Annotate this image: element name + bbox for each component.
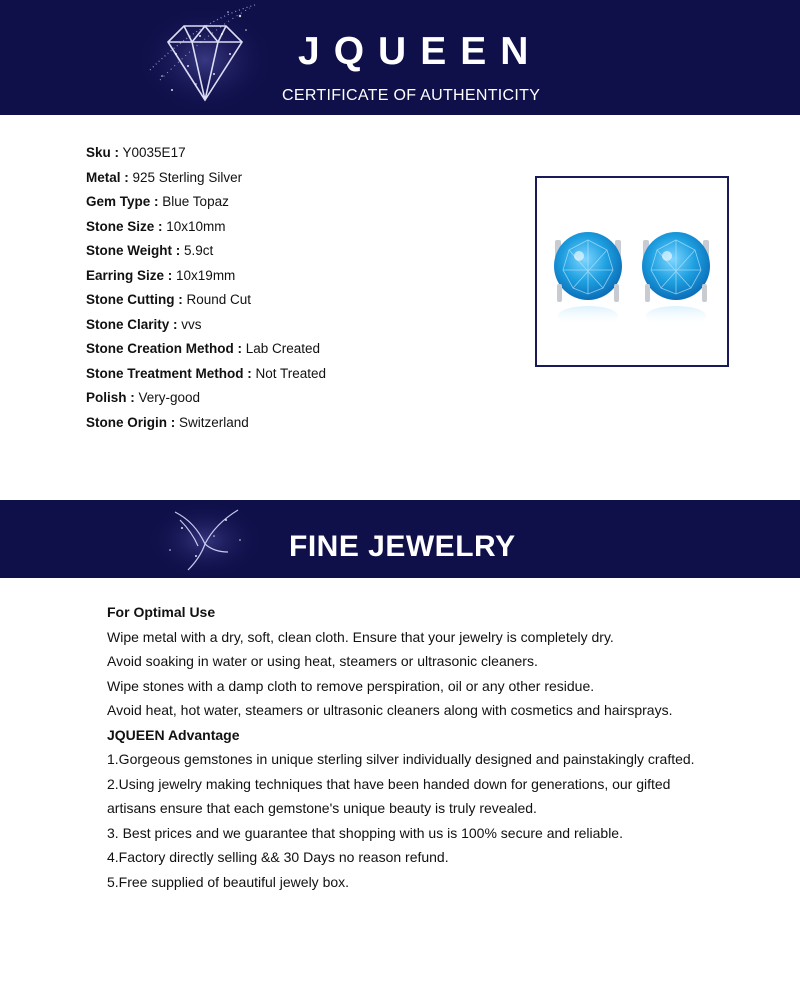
brand-title: JQUEEN <box>298 30 543 73</box>
advantage-item: 1.Gorgeous gemstones in unique sterling silver individually designed and painstakingly crafted. <box>107 751 695 767</box>
certificate-subtitle: CERTIFICATE OF AUTHENTICITY <box>282 87 541 104</box>
care-tip: Wipe stones with a damp cloth to remove perspiration, oil or any other residue. <box>107 677 595 694</box>
spec-row-stone-cutting: Stone Cutting : Round Cut <box>86 292 252 307</box>
spec-row-creation-method: Stone Creation Method : Lab Created <box>86 341 321 356</box>
spec-row-metal: Metal : 925 Sterling Silver <box>86 169 243 185</box>
earring-pair-image <box>537 178 727 365</box>
care-section <box>107 600 767 894</box>
spec-row-treatment-method: Stone Treatment Method : Not Treated <box>86 365 327 381</box>
spec-row-stone-weight: Stone Weight : 5.9ct <box>86 243 214 258</box>
spec-row-polish: Polish : Very-good <box>86 390 201 405</box>
spec-row-stone-origin: Stone Origin : Switzerland <box>86 414 249 430</box>
spec-row-gem-type: Gem Type : Blue Topaz <box>86 194 229 209</box>
product-image <box>535 176 729 367</box>
left-earring <box>554 232 622 326</box>
advantage-heading: JQUEEN Advantage <box>107 726 240 743</box>
advantage-item: 5.Free supplied of beautiful jewely box. <box>107 873 350 890</box>
care-tip: Wipe metal with a dry, soft, clean cloth. Ensure that your jewelry is completely dry. <box>107 628 614 645</box>
spec-row-stone-clarity: Stone Clarity : vvs <box>86 316 202 332</box>
care-heading: For Optimal Use <box>107 604 216 620</box>
advantage-item: artisans ensure that each gemstone's unique beauty is truly revealed. <box>107 800 537 816</box>
advantage-item: 4.Factory directly selling && 30 Days no reason refund. <box>107 849 449 865</box>
section-title: FINE JEWELRY <box>289 530 516 563</box>
spec-row-stone-size: Stone Size : 10x10mm <box>86 218 226 234</box>
care-tip: Avoid soaking in water or using heat, steamers or ultrasonic cleaners. <box>107 653 538 669</box>
spec-list <box>86 141 326 435</box>
advantage-item: 2.Using jewelry making techniques that have been handed down for generations, our gifted <box>107 775 671 792</box>
care-tip: Avoid heat, hot water, steamers or ultrasonic cleaners along with cosmetics and hairsprays. <box>107 702 673 718</box>
right-earring <box>642 232 710 326</box>
spec-row-sku: Sku : Y0035E17 <box>86 145 186 160</box>
spec-row-earring-size: Earring Size : 10x19mm <box>86 267 236 283</box>
header-banner <box>0 0 800 115</box>
advantage-item: 3. Best prices and we guarantee that shopping with us is 100% secure and reliable. <box>107 824 623 841</box>
